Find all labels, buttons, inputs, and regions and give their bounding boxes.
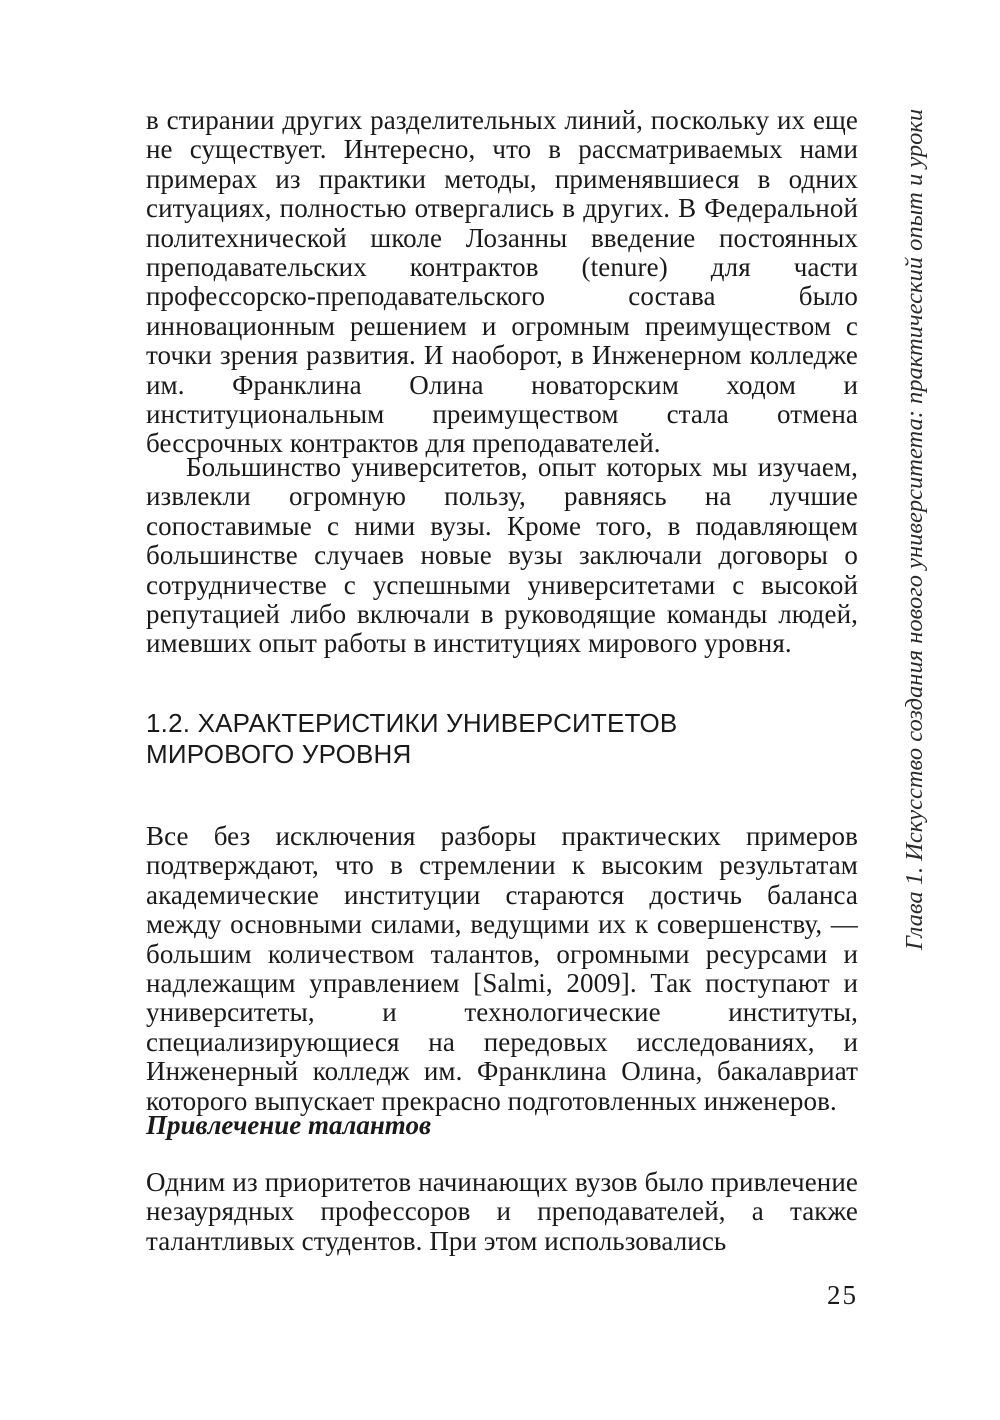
page-number: 25 [827, 1280, 858, 1310]
paragraph-text: Одним из приоритетов начинающих вузов было привлечение незаурядных профессоров и преподавателей, а также талантливых студентов. При этом использовались [146, 1167, 858, 1256]
paragraph-balance [146, 822, 858, 1116]
paragraph-text: Все без исключения разборы практических примеров подтверждают, что в стремлении к высоким результатам академические институции стараются достичь баланса между основными силами, ведущими их к совершенству, — большим количеством талантов, огромными ресурсами и надлежащим управлением [Salmi, 2009]. Так поступают и университеты, и технологические институты, специализирующиеся на передовых исследованиях, и Инженерный колледж им. Франклина Олина, бакалавриат которого выпускает прекрасно подготовленных инженеров. [146, 821, 858, 1116]
paragraph-text: в стирании других разделительных линий, поскольку их еще не существует. Интересно, что в рассматриваемых нами примерах из практики методы, применявшиеся в одних ситуациях, полностью отвергались в других. В Федеральной политехнической школе Лозанны введение постоянных преподавательских контрактов (tenure) для части профессорско-преподавательского состава было инновационным решением и огромным преимуществом с точки зрения развития. И наоборот, в Инженерном колледже им. Франклина Олина новаторским ходом и институциональным преимуществом стала отмена бессрочных контрактов для преподавателей. [146, 105, 858, 459]
subsection-heading: Привлечение талантов [146, 1110, 432, 1140]
paragraph-universities-experience [146, 453, 858, 659]
running-header: Глава 1. Искусство создания нового университета: практический опыт и уроки [901, 108, 928, 950]
section-heading-line-2: МИРОВОГО УРОВНЯ [146, 739, 412, 769]
paragraph-text: Большинство университетов, опыт которых мы изучаем, извлекли огромную пользу, равняясь на лучшие сопоставимые с ними вузы. Кроме того, в подавляющем большинстве случаев новые вузы заключали договоры о сотрудничестве с успешными университетами с высокой репутацией либо включали в руководящие команды людей, имевших опыт работы в институциях мирового уровня. [146, 452, 858, 659]
paragraph-talent [146, 1168, 858, 1256]
section-heading-line-1: 1.2. ХАРАКТЕРИСТИКИ УНИВЕРСИТЕТОВ [146, 708, 678, 738]
section-heading [146, 708, 858, 770]
paragraph-continuation [146, 106, 858, 459]
